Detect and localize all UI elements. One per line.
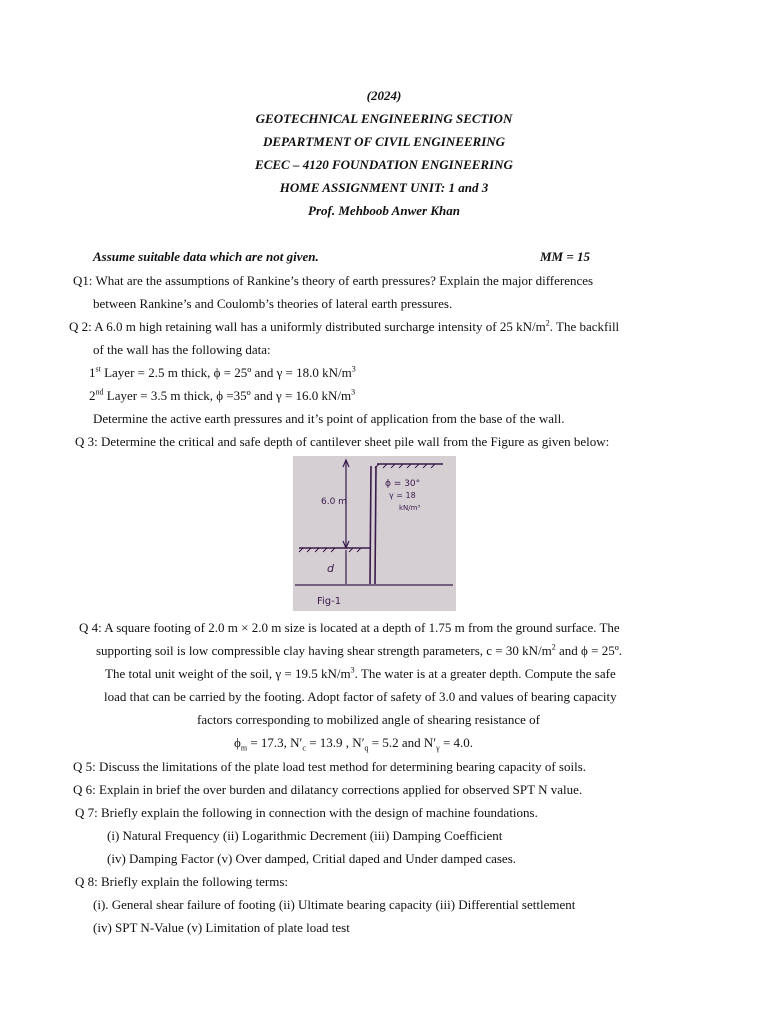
q4-line2: supporting soil is low compressible clay having shear strength parameters, c = 30 $kN/m^2$ and ϕ = 25º. (96, 642, 622, 658)
header-professor: Prof. Mehboob Anwer Khan (308, 203, 460, 218)
max-marks: MM = 15 (540, 249, 591, 264)
q4-line5: factors corresponding to mobilized angle of shearing resistance of (197, 712, 540, 727)
q7-line2: (i) Natural Frequency (ii) Logarithmic Decrement (iii) Damping Coefficient (107, 828, 503, 843)
q2-layer2: 2nd Layer = 3.5 m thick, ϕ =35º and γ = 16.0 $kN/m^3$ (89, 387, 356, 403)
q1-line2: between Rankine’s and Coulomb’s theories of lateral earth pressures. (93, 296, 453, 311)
q1-line1: Q1: What are the assumptions of Rankine’s theory of earth pressures? Explain the major differences (73, 273, 594, 288)
height-label: 6.0 m (321, 497, 347, 507)
figure-caption: Fig-1 (317, 596, 342, 607)
header-assignment: HOME ASSIGNMENT UNIT: 1 and 3 (279, 180, 489, 195)
q4-line3: The total unit weight of the soil, γ = 19.5 $kN/m^3$. The water is at a greater depth. Compute the safe (105, 665, 616, 681)
q2-line1: Q 2: A 6.0 m high retaining wall has a uniformly distributed surcharge intensity of 25 $kN/m^2$. The backfill (69, 318, 620, 334)
q4-line1: Q 4: A square footing of 2.0 m × 2.0 m size is located at a depth of 1.75 m from the ground surface. The (79, 620, 620, 635)
depth-label: d (327, 562, 334, 575)
q7-line3: (iv) Damping Factor (v) Over damped, Critial daped and Under damped cases. (107, 851, 517, 866)
header-year: (2024) (366, 88, 402, 103)
header-course: ECEC – 4120 FOUNDATION ENGINEERING (255, 157, 513, 172)
instruction-note: Assume suitable data which are not given. (93, 249, 319, 264)
unit-label: kN/m³ (399, 504, 421, 512)
gamma-label: γ = 18 (389, 491, 416, 500)
q8-line1: Q 8: Briefly explain the following terms: (75, 874, 289, 889)
sheet-pile-figure (293, 456, 456, 611)
q2-layer1: 1st Layer = 2.5 m thick, ϕ = 25º and γ = 18.0 $kN/m^3$ (89, 364, 356, 380)
q2-line2: of the wall has the following data: (93, 342, 271, 357)
header-section: GEOTECHNICAL ENGINEERING SECTION (255, 111, 513, 126)
sheet-pile-right (375, 466, 376, 584)
q3-line1: Q 3: Determine the critical and safe depth of cantilever sheet pile wall from the Figure as given below: (75, 434, 610, 449)
phi-label: ϕ = 30° (385, 479, 421, 489)
q7-line1: Q 7: Briefly explain the following in connection with the design of machine foundations. (75, 805, 538, 820)
q4-factors: $\phi_m = 17.3$, $N'_c = 13.9$ , $N'_q = 5.2$ and $N'_\gamma = 4.0$. (234, 735, 474, 753)
header-department: DEPARTMENT OF CIVIL ENGINEERING (262, 134, 506, 149)
q4-line4: load that can be carried by the footing. Adopt factor of safety of 3.0 and values of bearing capacity (104, 689, 617, 704)
q5-line1: Q 5: Discuss the limitations of the plate load test method for determining bearing capacity of soils. (73, 759, 587, 774)
q6-line1: Q 6: Explain in brief the over burden and dilatancy corrections applied for observed SPT N value. (73, 782, 583, 797)
q2-line5: Determine the active earth pressures and it’s point of application from the base of the wall. (93, 411, 565, 426)
q8-line2: (i). General shear failure of footing (ii) Ultimate bearing capacity (iii) Differential settlement (93, 897, 576, 912)
sheet-pile-left (370, 466, 371, 584)
q8-line3: (iv) SPT N-Value (v) Limitation of plate load test (93, 920, 350, 935)
